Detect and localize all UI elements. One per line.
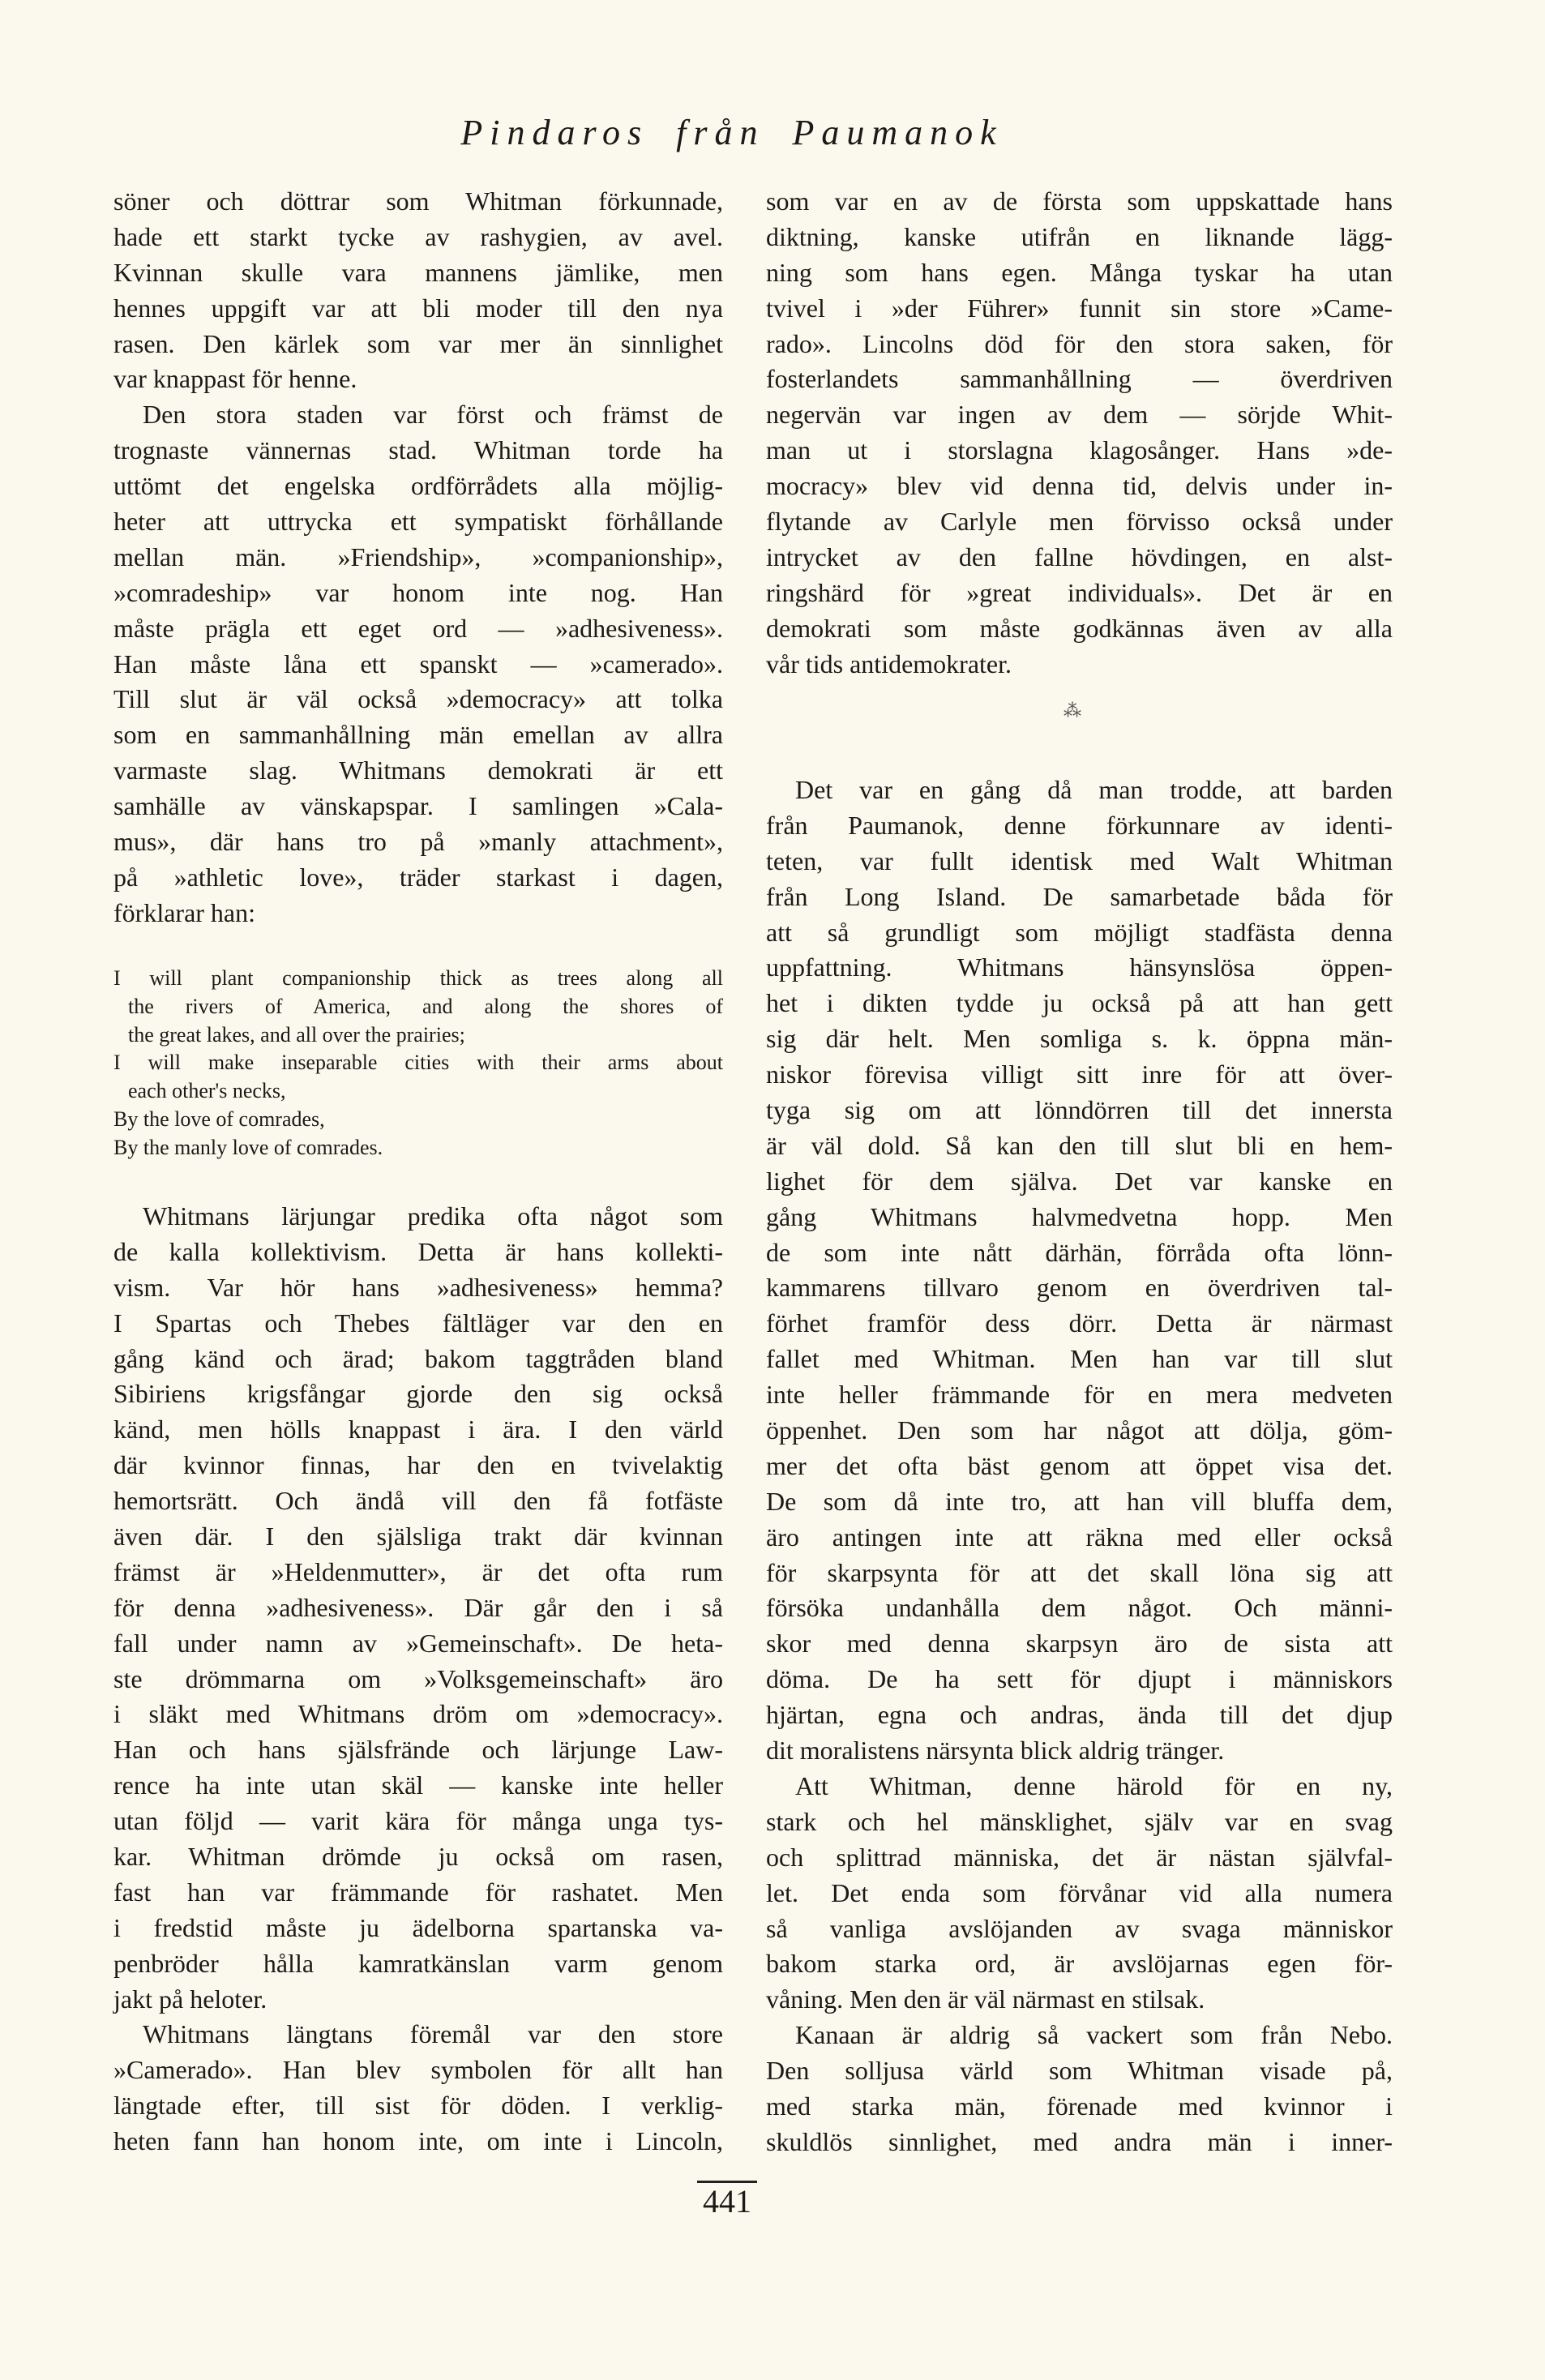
text-line: Det var en gång då man trodde, att barden [795,775,1393,804]
text-line: fosterlandets sammanhållning — överdriven [766,364,1393,394]
text-line: uttömt det engelska ordförrådets alla möjlig- [113,471,723,501]
poem-quotation [113,965,723,1162]
text-line: öppenhet. Den som har något att dölja, göm- [766,1415,1393,1445]
text-line: sig där helt. Men somliga s. k. öppna män- [766,1024,1393,1054]
right-column-top [766,184,1393,682]
text-line: Till slut är väl också »democracy» att tolka [113,684,723,714]
text-line: för denna »adhesiveness». Där går den i så [113,1592,723,1622]
poem-line: the great lakes, and all over the prairies; [128,1022,465,1047]
text-line: var knappast för henne. [113,364,357,394]
text-line: demokrati som måste godkännas även av alla [766,613,1393,643]
text-line: försöka undanhålla dem något. Och männi- [766,1593,1393,1623]
text-line: rado». Lincolns död för den stora saken, för [766,328,1393,358]
text-line: hjärtan, egna och andras, ända till det djup [766,1700,1393,1730]
text-line: niskor förevisa villigt sitt inre för att över- [766,1059,1393,1089]
text-line: Whitmans längtans föremål var den store [143,2019,723,2049]
paragraph [113,397,723,931]
text-line: stark och hel mänsklighet, själv var en svag [766,1806,1393,1836]
text-line: så vanliga avslöjanden av svaga människor [766,1913,1393,1943]
poem-line: By the love of comrades, [113,1107,325,1131]
text-line: fast han var främmande för rashatet. Men [113,1877,723,1907]
text-line: med starka män, förenade med kvinnor i [766,2091,1393,2121]
right-column-bottom [766,773,1393,2160]
text-line: negervän var ingen av dem — sörjde Whit- [766,400,1393,430]
text-line: mellan män. »Friendship», »companionship», [113,541,723,571]
text-line: let. Det enda som förvånar vid alla numera [766,1877,1393,1907]
text-line: De som då inte tro, att han vill bluffa dem, [766,1486,1393,1516]
text-line: fall under namn av »Gemeinschaft». De heta- [113,1628,723,1658]
text-line: hennes uppgift var att bli moder till den nya [113,293,723,323]
paragraph [113,2017,723,2160]
text-line: främst är »Heldenmutter», är det ofta rum [113,1556,723,1586]
paragraph [766,1769,1393,2018]
text-line: i fredstid måste ju ädelborna spartanska va- [113,1912,723,1942]
poem-line: By the manly love of comrades. [113,1135,383,1159]
text-line: heten fann han honom inte, om inte i Lincoln, [113,2126,723,2156]
text-line: utan följd — varit kära för många unga tys- [113,1806,723,1836]
text-line: äro antingen inte att räkna med eller också [766,1522,1393,1552]
text-line: känd, men hölls knappast i ära. I den värld [113,1415,723,1445]
text-line: rasen. Den kärlek som var mer än sinnlighet [113,328,723,358]
text-line: fallet med Whitman. Men han var till slut [766,1344,1393,1374]
text-line: kammarens tillvaro genom en överdriven tal- [766,1273,1393,1303]
text-line: teten, var fullt identisk med Walt Whitman [766,845,1393,875]
section-separator-asterism: ⁂ [1064,700,1081,721]
text-line: hemortsrätt. Och ändå vill den få fotfäste [113,1486,723,1516]
text-line: måste prägla ett eget ord — »adhesiveness». [113,613,723,643]
text-line: lighet för dem själva. Det var kanske en [766,1166,1393,1196]
text-line: Kvinnan skulle vara mannens jämlike, men [113,257,723,287]
poem-line: I will plant companionship thick as trees along all [113,966,723,990]
text-line: I Spartas och Thebes fältläger var den en [113,1308,723,1338]
text-line: på »athletic love», träder starkast i dagen, [113,862,723,892]
text-line: flytande av Carlyle men förvisso också under [766,507,1393,537]
text-line: Kanaan är aldrig så vackert som från Nebo. [795,2020,1393,2050]
poem-line: each other's necks, [128,1079,286,1103]
text-line: rence ha inte utan skäl — kanske inte heller [113,1770,723,1800]
text-line: intrycket av den fallne hövdingen, en alst- [766,541,1393,571]
text-line: förhet framför dess dörr. Detta är närmast [766,1308,1393,1338]
text-line: Att Whitman, denne härold för en ny, [795,1770,1393,1800]
page-number: 441 [703,2183,751,2219]
text-line: förklarar han: [113,897,256,927]
text-line: från Long Island. De samarbetade båda för [766,881,1393,911]
text-line: tvivel i »der Führer» funnit sin store »Came- [766,293,1393,323]
text-line: är väl dold. Så kan den till slut bli en hem- [766,1130,1393,1160]
text-line: döma. De ha sett för djupt i människors [766,1664,1393,1694]
paragraph [766,773,1393,1769]
running-head-title: Pindaros från Paumanok [460,113,1004,152]
text-line: inte heller främmande för en mera medveten [766,1380,1393,1410]
text-line: längtade efter, till sist för döden. I verklig- [113,2091,723,2121]
text-line: Han måste låna ett spanskt — »camerado». [113,649,723,678]
text-line: man ut i storslagna klagosånger. Hans »de- [766,435,1393,465]
text-line: samhälle av vänskapspar. I samlingen »Cala- [113,791,723,821]
left-column-top [113,184,723,931]
text-line: diktning, kanske utifrån en liknande lägg- [766,221,1393,251]
text-line: Den solljusa värld som Whitman visade på, [766,2056,1393,2086]
text-line: ning som hans egen. Många tyskar ha utan [766,257,1393,287]
text-line: vism. Var hör hans »adhesiveness» hemma? [113,1272,723,1302]
paragraph [113,184,723,397]
text-line: i släkt med Whitmans dröm om »democracy». [113,1699,723,1729]
paragraph [113,1199,723,2017]
text-line: där kvinnor finnas, har den en tvivelaktig [113,1450,723,1480]
text-line: vår tids antidemokrater. [766,649,1012,678]
left-column-bottom [113,1199,723,2160]
text-line: mer det ofta bäst genom att öppet visa det. [766,1450,1393,1480]
text-line: mocracy» blev vid denna tid, delvis under in- [766,471,1393,501]
text-line: penbröder hålla kamratkänslan varm genom [113,1948,723,1978]
paragraph [766,2018,1393,2160]
text-line: dit moralistens närsynta blick aldrig tränger. [766,1736,1225,1766]
text-line: även där. I den själsliga trakt där kvinnan [113,1522,723,1552]
text-line: Sibiriens krigsfångar gjorde den sig också [113,1379,723,1409]
text-line: het i dikten tydde ju också på att han gett [766,988,1393,1018]
text-line: ste drömmarna om »Volksgemeinschaft» äro [113,1663,723,1693]
text-line: ringshärd för »great individuals». Det är en [766,577,1393,607]
text-line: gång Whitmans halvmedvetna hopp. Men [766,1201,1393,1231]
text-line: som en sammanhållning män emellan av allra [113,720,723,750]
text-line: de som inte nått därhän, förråda ofta lönn- [766,1237,1393,1267]
text-line: och splittrad människa, det är nästan självfal- [766,1842,1393,1872]
text-line: Whitmans lärjungar predika ofta något som [143,1201,723,1231]
poem-line: the rivers of America, and along the shores of [128,994,723,1018]
text-line: bakom starka ord, är avslöjarnas egen för- [766,1949,1393,1979]
text-line: uppfattning. Whitmans hänsynslösa öppen- [766,952,1393,982]
text-line: de kalla kollektivism. Detta är hans kollekti- [113,1236,723,1266]
text-line: »Camerado». Han blev symbolen för allt han [113,2055,723,2085]
text-line: söner och döttrar som Whitman förkunnade, [113,186,723,216]
text-line: kar. Whitman drömde ju också om rasen, [113,1842,723,1872]
text-line: hade ett starkt tycke av rashygien, av avel. [113,221,723,251]
text-line: mus», där hans tro på »manly attachment», [113,827,723,857]
text-line: som var en av de första som uppskattade hans [766,186,1393,216]
text-line: varmaste slag. Whitmans demokrati är ett [113,756,723,785]
text-line: heter att uttrycka ett sympatiskt förhållande [113,507,723,537]
text-line: skuldlös sinnlighet, med andra män i inner- [766,2126,1393,2156]
text-line: skor med denna skarpsyn äro de sista att [766,1629,1393,1659]
text-line: gång känd och ärad; bakom taggtråden bland [113,1343,723,1373]
text-line: Den stora staden var först och främst de [143,400,723,430]
text-line: att så grundligt som möjligt stadfästa denna [766,917,1393,947]
text-line: Han och hans själsfrände och lärjunge Law- [113,1735,723,1765]
text-line: våning. Men den är väl närmast en stilsak. [766,1984,1205,2014]
text-line: för skarpsynta för att det skall löna sig att [766,1557,1393,1587]
text-line: trognaste vännernas stad. Whitman torde ha [113,435,723,465]
paragraph [766,184,1393,682]
text-line: »comradeship» var honom inte nog. Han [113,577,723,607]
text-line: tyga sig om att lönndörren till det innersta [766,1095,1393,1125]
text-line: jakt på heloter. [113,1984,267,2014]
poem-line: I will make inseparable cities with their arms about [113,1051,723,1075]
text-line: från Paumanok, denne förkunnare av identi- [766,810,1393,840]
